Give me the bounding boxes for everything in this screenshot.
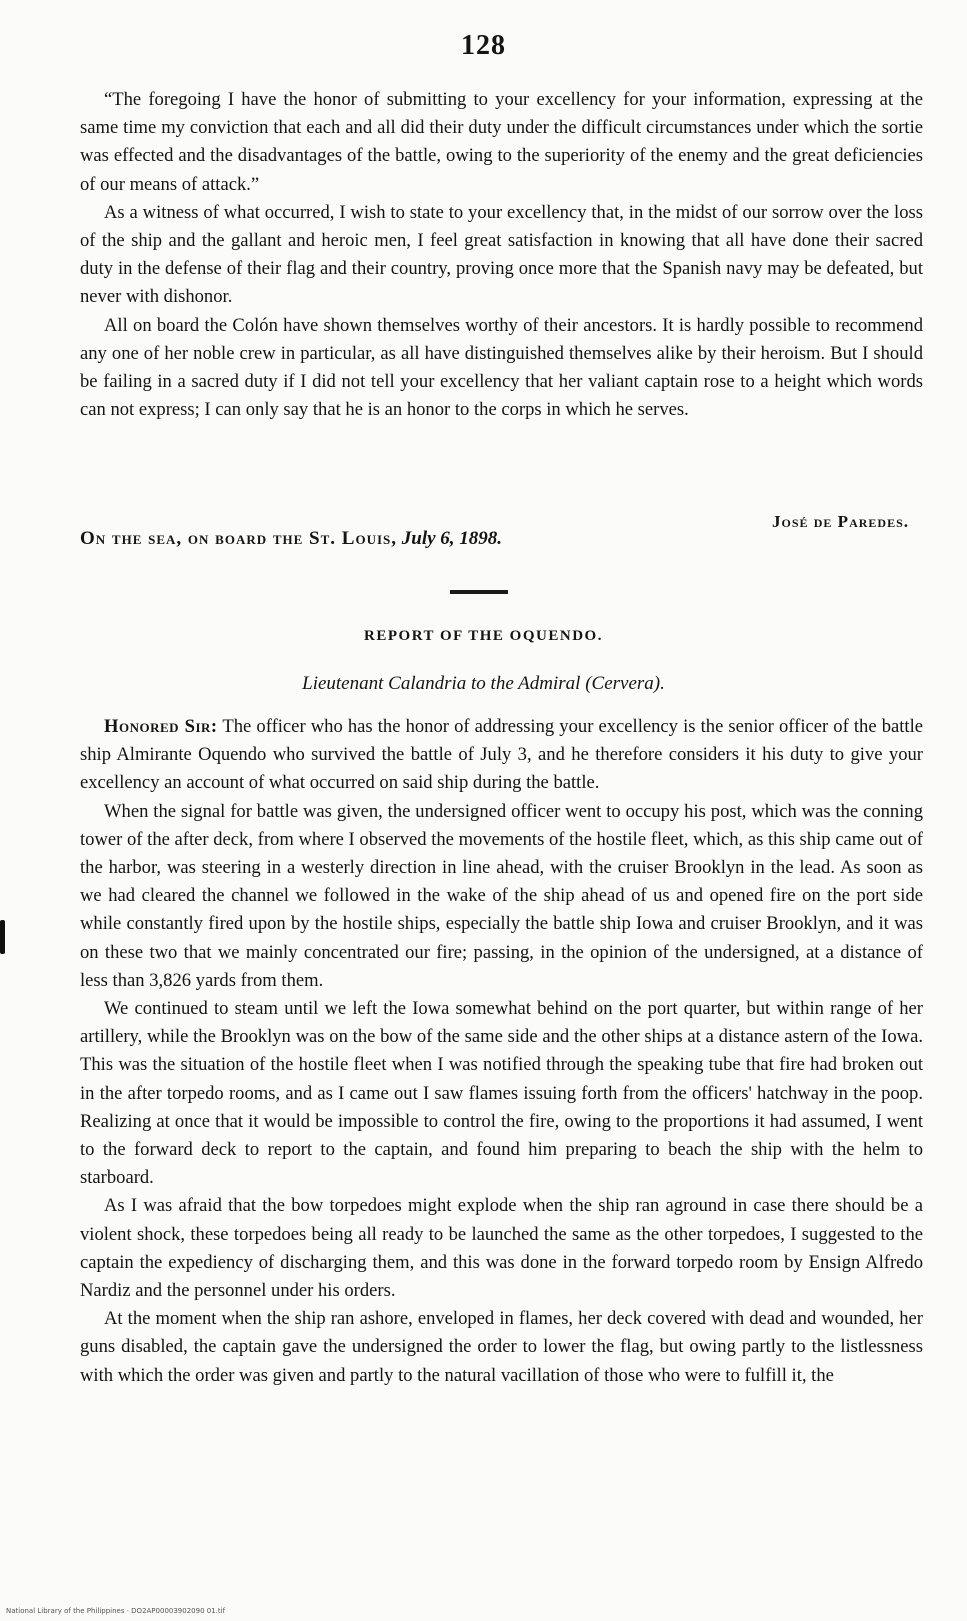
- signature: José de Paredes.: [772, 512, 909, 531]
- paragraph: [80, 713, 923, 798]
- paragraph: All on board the Colón have shown themselves worthy of their ancestors. It is hardly possible to recommend any one of her noble crew in particular, as all have distinguished themselves alike by their heroism. But I should be failing in a sacred duty if I did not tell your excellency that her valiant captain rose to a height which words can not express; I can only say that he is an honor to the corps in which he serves.: [80, 314, 923, 421]
- paragraph: At the moment when the ship ran ashore, enveloped in flames, her deck covered with dead and wounded, her guns disabled, the captain gave the undersigned the order to lower the flag, but owing partly to the listlessness with which the order was given and partly to the natural vacillation of those who were to fulfill it, the: [80, 1308, 923, 1386]
- paragraph: When the signal for battle was given, the undersigned officer went to occupy his post, which was the conning tower of the after deck, from where I observed the movements of the hostile fleet, which, as this ship came out of the harbor, was steering in a westerly direction in line ahead, with the cruiser Brooklyn in the lead. As soon as we had cleared the channel we followed in the wake of the ship ahead of us and opened fire on the port side while constantly fired upon by the hostile ships, especially the battle ship Iowa and cruiser Brooklyn, and it was on these two that we mainly concentrated our fire; passing, in the opinion of the undersigned, at a distance of less than 3,826 yards from them.: [80, 800, 923, 991]
- paragraph: “The foregoing I have the honor of submitting to your excellency for your information, expressing at the same time my conviction that each and all did their duty under the difficult circumstances under which the sortie was effected and the disadvantages of the battle, owing to the superiority of the enemy and the great deficiencies of our means of attack.”: [80, 89, 923, 195]
- paragraph-text: The officer who has the honor of addressing your excellency is the senior officer of the battle ship Almirante Oquendo who survived the battle of July 3, and he therefore considers it his duty to give your excellency an account of what occurred on said ship during the battle.: [80, 716, 924, 794]
- salutation: Honored Sir:: [104, 716, 218, 737]
- scan-edge-mark: [0, 920, 5, 954]
- report-subtitle: Lieutenant Calandria to the Admiral (Cervera).: [302, 673, 665, 694]
- paragraph: We continued to steam until we left the Iowa somewhat behind on the port quarter, but within range of her artillery, while the Brooklyn was on the bow of the same side and the other ships at a distance astern of the Iowa. This was the situation of the hostile fleet when I was notified through the speaking tube that fire had broken out in the after torpedo rooms, and as I came out I saw flames issuing forth from the officers' hatchway in the poop. Realizing at once that it would be impossible to control the fire, owing to the proportions it had assumed, I went to the forward deck to report to the captain, and found him preparing to beach the ship with the helm to starboard.: [80, 998, 923, 1189]
- page-number: 128: [461, 30, 506, 61]
- dateline-date: July 6, 1898.: [401, 528, 503, 549]
- paragraph: As I was afraid that the bow torpedoes might explode when the ship ran aground in case there should be a violent shock, these torpedoes being all ready to be launched the same as the other torpedoes, I suggested to the captain the expediency of discharging them, and this was done in the forward torpedo room by Ensign Alfredo Nardiz and the personnel under his orders.: [80, 1195, 923, 1302]
- report-title: REPORT OF THE OQUENDO.: [364, 628, 603, 644]
- report-body: [80, 713, 923, 1390]
- dateline: [80, 528, 502, 550]
- scan-footer: National Library of the Philippines · DO2AP00003902090 01.tif: [6, 1607, 226, 1615]
- section-divider: [450, 590, 508, 594]
- paragraph: As a witness of what occurred, I wish to state to your excellency that, in the midst of our sorrow over the loss of the ship and the gallant and heroic men, I feel great satisfaction in knowing that all have done their sacred duty in the defense of their flag and their country, proving once more that the Spanish navy may be defeated, but never with dishonor.: [80, 201, 923, 308]
- dateline-place: On the sea, on board the St. Louis,: [80, 528, 398, 549]
- letter-closing-text: [80, 86, 923, 424]
